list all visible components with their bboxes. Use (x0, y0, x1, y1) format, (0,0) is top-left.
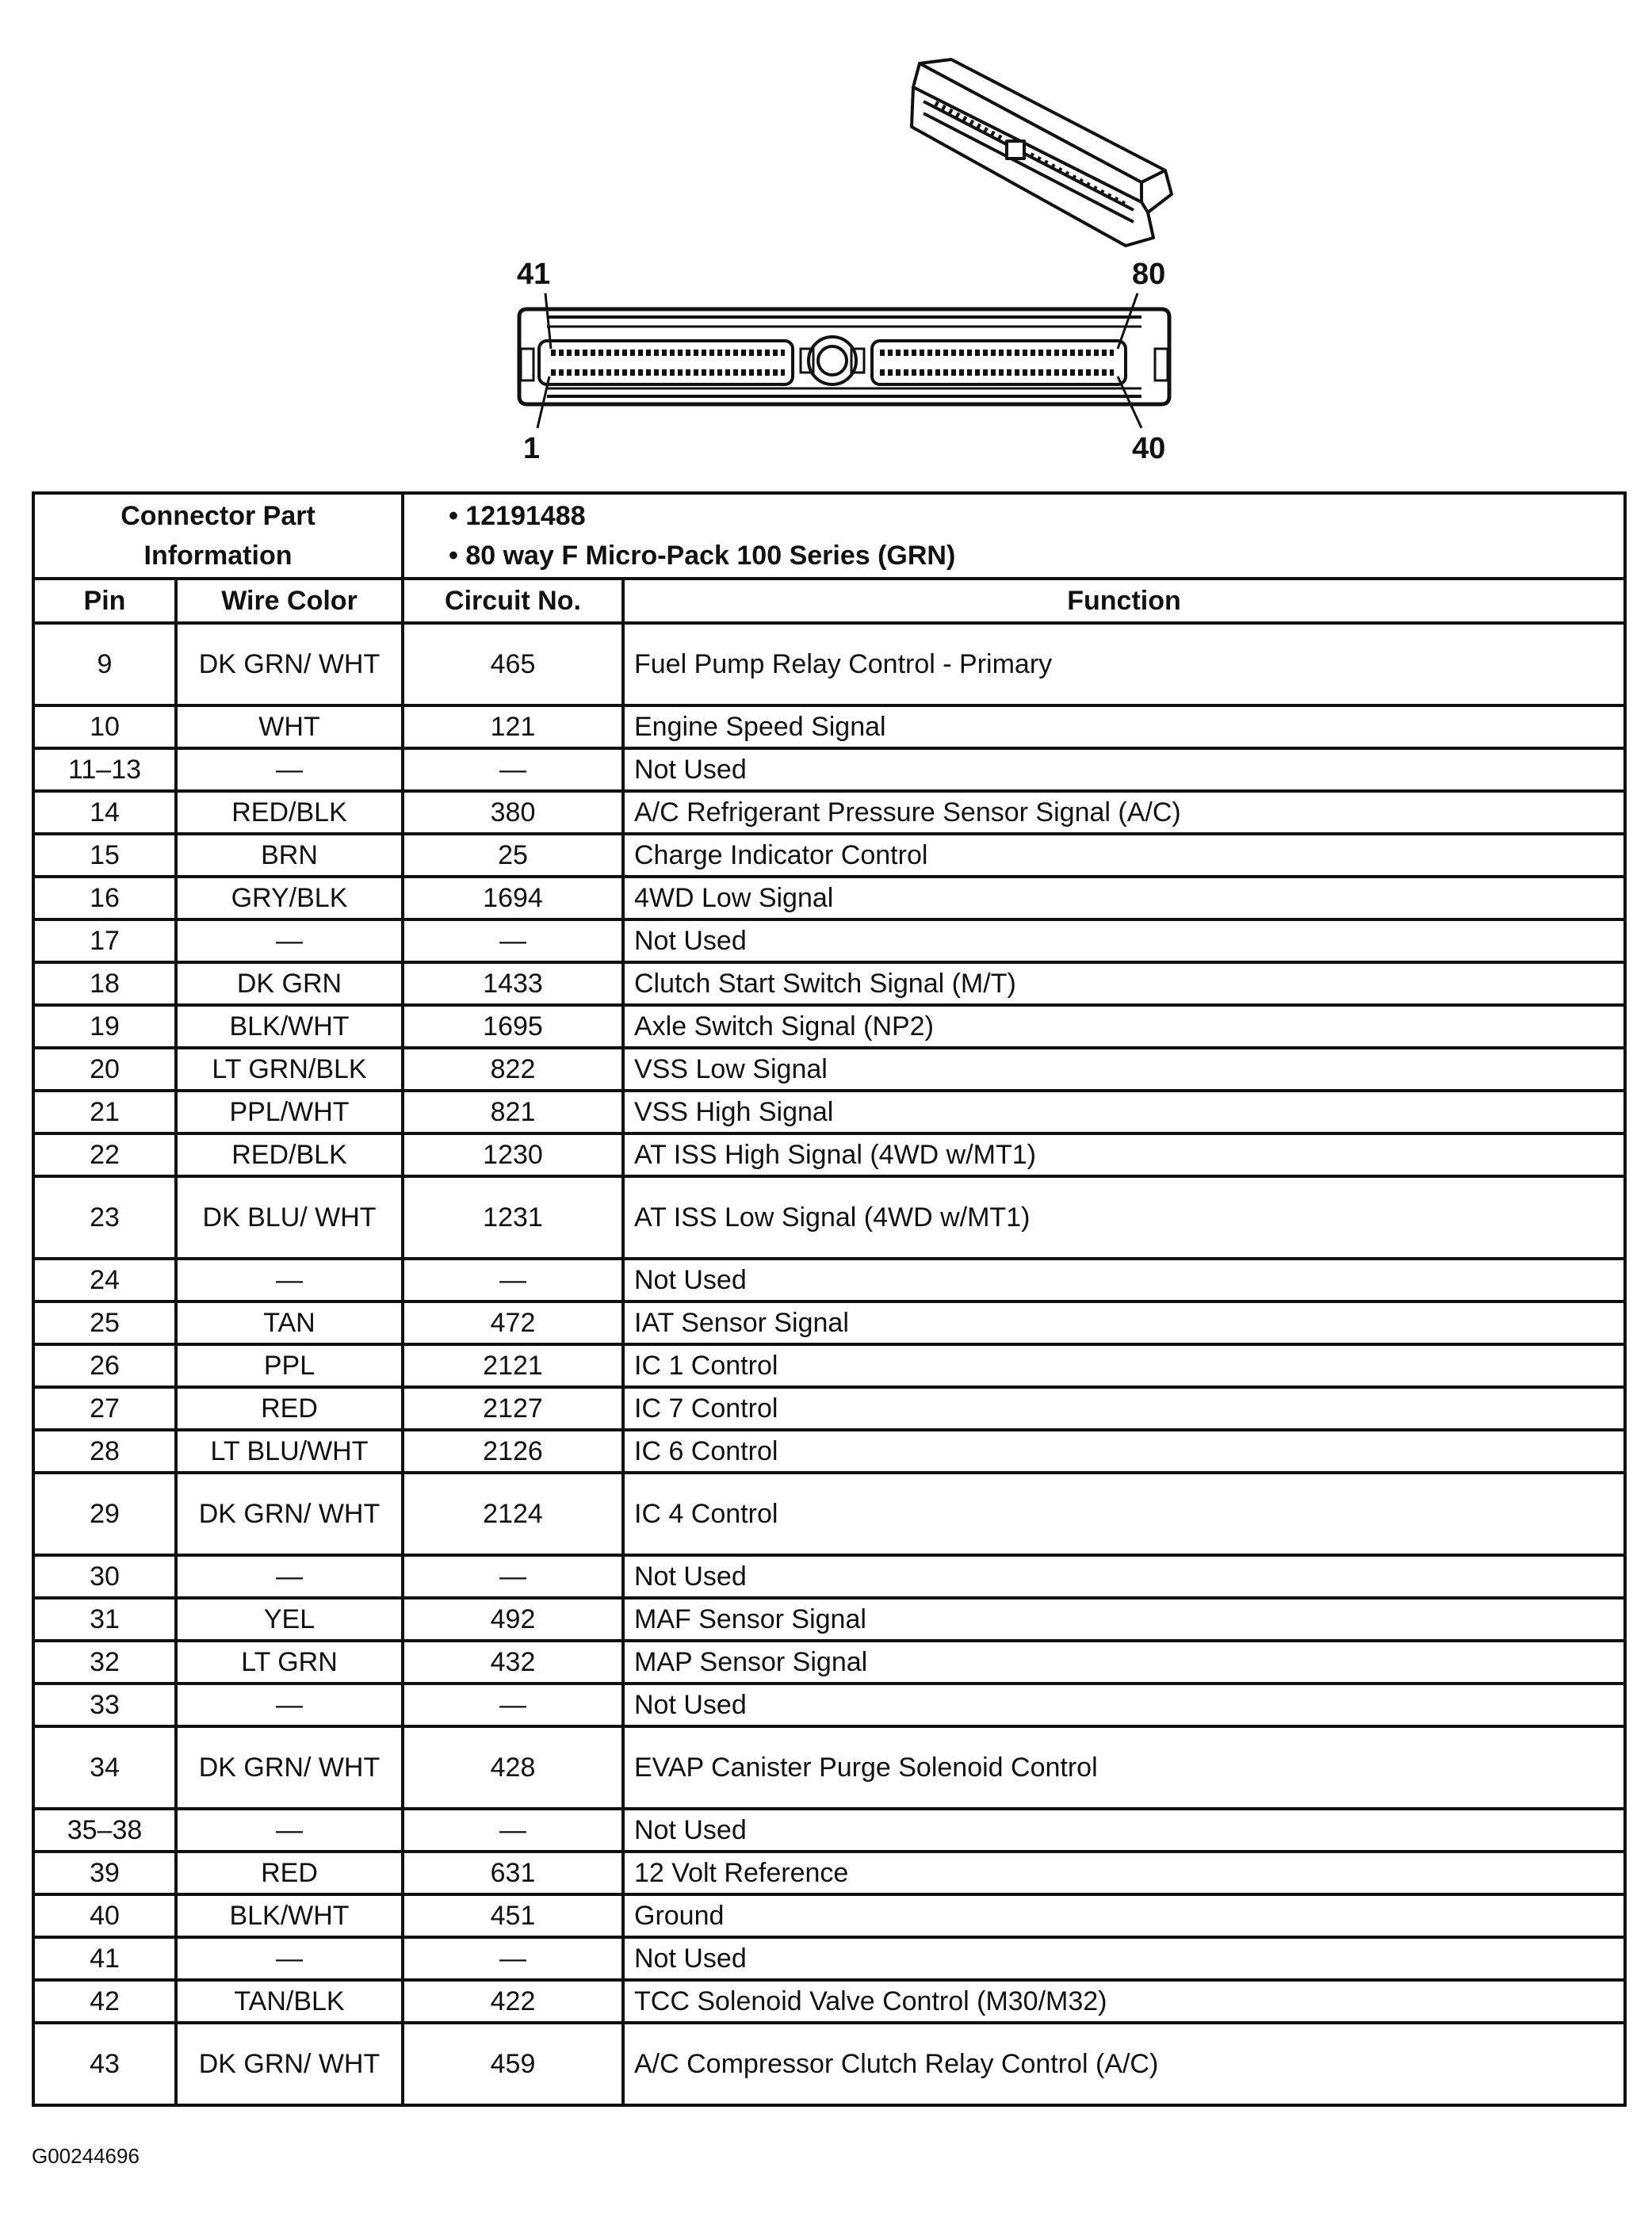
wire-color-cell: RED/BLK (176, 791, 403, 834)
table-row (33, 1980, 1625, 2023)
function-cell: MAF Sensor Signal (623, 1598, 1625, 1641)
table-row (33, 1259, 1625, 1301)
circuit-no-cell: 492 (403, 1598, 623, 1641)
table-row (33, 1937, 1625, 1980)
function-cell: Not Used (623, 1555, 1625, 1598)
pin-cell: 26 (33, 1344, 176, 1387)
connector-info-row (33, 493, 1625, 579)
wire-color-cell: WHT (176, 705, 403, 748)
wire-color-cell: TAN (176, 1301, 403, 1344)
wire-color-cell: BLK/WHT (176, 1005, 403, 1048)
function-cell: AT ISS Low Signal (4WD w/MT1) (623, 1176, 1625, 1259)
circuit-no-cell: 428 (403, 1726, 623, 1809)
function-cell: TCC Solenoid Valve Control (M30/M32) (623, 1980, 1625, 2023)
wire-color-cell: BRN (176, 834, 403, 877)
pin-cell: 33 (33, 1684, 176, 1726)
circuit-no-cell: — (403, 1259, 623, 1301)
connector-part-number: • 12191488 (449, 501, 586, 531)
wire-color-cell: RED (176, 1852, 403, 1894)
circuit-no-cell: 631 (403, 1852, 623, 1894)
wire-color-cell: TAN/BLK (176, 1980, 403, 2023)
pin-cell: 41 (33, 1937, 176, 1980)
pin-label-40: 40 (1132, 432, 1166, 465)
circuit-no-cell: 1694 (403, 877, 623, 919)
wire-color-cell: PPL (176, 1344, 403, 1387)
function-cell: Clutch Start Switch Signal (M/T) (623, 962, 1625, 1005)
circuit-no-cell: 451 (403, 1894, 623, 1937)
function-cell: Not Used (623, 919, 1625, 962)
circuit-no-cell: 432 (403, 1641, 623, 1684)
circuit-no-cell: 459 (403, 2023, 623, 2105)
pin-cell: 9 (33, 623, 176, 705)
pin-cell: 14 (33, 791, 176, 834)
pin-cell: 42 (33, 1980, 176, 2023)
pin-cell: 22 (33, 1133, 176, 1176)
header-function: Function (623, 579, 1625, 623)
circuit-no-cell: — (403, 1684, 623, 1726)
pin-cell: 27 (33, 1387, 176, 1430)
pin-cell: 43 (33, 2023, 176, 2105)
table-row (33, 1684, 1625, 1726)
function-cell: VSS Low Signal (623, 1048, 1625, 1091)
circuit-no-cell: 1230 (403, 1133, 623, 1176)
pin-cell: 28 (33, 1430, 176, 1473)
pin-cell: 19 (33, 1005, 176, 1048)
pin-cell: 17 (33, 919, 176, 962)
table-row (33, 1598, 1625, 1641)
circuit-no-cell: 2124 (403, 1473, 623, 1555)
wire-color-cell: — (176, 919, 403, 962)
function-cell: IC 1 Control (623, 1344, 1625, 1387)
function-cell: Not Used (623, 748, 1625, 791)
circuit-no-cell: — (403, 748, 623, 791)
pin-cell: 23 (33, 1176, 176, 1259)
function-cell: EVAP Canister Purge Solenoid Control (623, 1726, 1625, 1809)
function-cell: MAP Sensor Signal (623, 1641, 1625, 1684)
wire-color-cell: — (176, 1555, 403, 1598)
figure-id: G00244696 (32, 2144, 140, 2168)
circuit-no-cell: 2121 (403, 1344, 623, 1387)
pin-label-41: 41 (517, 258, 551, 291)
pin-cell: 25 (33, 1301, 176, 1344)
wire-color-cell: DK GRN (176, 962, 403, 1005)
wire-color-cell: DK BLU/ WHT (176, 1176, 403, 1259)
function-cell: 4WD Low Signal (623, 877, 1625, 919)
wire-color-cell: DK GRN/ WHT (176, 623, 403, 705)
table-row (33, 1301, 1625, 1344)
connector-info-values (403, 493, 1625, 579)
circuit-no-cell: — (403, 1555, 623, 1598)
circuit-no-cell: 822 (403, 1048, 623, 1091)
wire-color-cell: RED (176, 1387, 403, 1430)
circuit-no-cell: — (403, 1809, 623, 1852)
circuit-no-cell: 2127 (403, 1387, 623, 1430)
table-row (33, 1555, 1625, 1598)
function-cell: AT ISS High Signal (4WD w/MT1) (623, 1133, 1625, 1176)
function-cell: A/C Compressor Clutch Relay Control (A/C) (623, 2023, 1625, 2105)
table-row (33, 705, 1625, 748)
table-row (33, 919, 1625, 962)
circuit-no-cell: 121 (403, 705, 623, 748)
pin-cell: 40 (33, 1894, 176, 1937)
wire-color-cell: DK GRN/ WHT (176, 1726, 403, 1809)
pin-label-80: 80 (1132, 258, 1166, 291)
table-row (33, 1641, 1625, 1684)
table-row (33, 1091, 1625, 1133)
function-cell: Not Used (623, 1809, 1625, 1852)
table-row (33, 1176, 1625, 1259)
table-row (33, 1726, 1625, 1809)
table-row (33, 1809, 1625, 1852)
wire-color-cell: PPL/WHT (176, 1091, 403, 1133)
wire-color-cell: LT GRN (176, 1641, 403, 1684)
table-row (33, 1894, 1625, 1937)
table-row (33, 1344, 1625, 1387)
wire-color-cell: YEL (176, 1598, 403, 1641)
pin-label-1: 1 (523, 432, 541, 465)
function-cell: Axle Switch Signal (NP2) (623, 1005, 1625, 1048)
function-cell: A/C Refrigerant Pressure Sensor Signal (A/C) (623, 791, 1625, 834)
table-row (33, 1852, 1625, 1894)
header-circuit-no: Circuit No. (403, 579, 623, 623)
pin-cell: 18 (33, 962, 176, 1005)
wire-color-cell: GRY/BLK (176, 877, 403, 919)
table-header-row (33, 579, 1625, 623)
header-wire-color: Wire Color (176, 579, 403, 623)
function-cell: IC 4 Control (623, 1473, 1625, 1555)
circuit-no-cell: — (403, 1937, 623, 1980)
table-row (33, 962, 1625, 1005)
function-cell: IC 7 Control (623, 1387, 1625, 1430)
wire-color-cell: LT GRN/BLK (176, 1048, 403, 1091)
wire-color-cell: DK GRN/ WHT (176, 1473, 403, 1555)
table-row (33, 2023, 1625, 2105)
pin-cell: 30 (33, 1555, 176, 1598)
circuit-no-cell: 1433 (403, 962, 623, 1005)
pin-cell: 15 (33, 834, 176, 877)
wire-color-cell: RED/BLK (176, 1133, 403, 1176)
circuit-no-cell: 472 (403, 1301, 623, 1344)
connector-illustration (0, 0, 1652, 491)
wire-color-cell: — (176, 1684, 403, 1726)
table-row (33, 1387, 1625, 1430)
circuit-no-cell: 2126 (403, 1430, 623, 1473)
function-cell: IC 6 Control (623, 1430, 1625, 1473)
table-row (33, 877, 1625, 919)
circuit-no-cell: 821 (403, 1091, 623, 1133)
wire-color-cell: DK GRN/ WHT (176, 2023, 403, 2105)
pin-cell: 29 (33, 1473, 176, 1555)
wire-color-cell: — (176, 748, 403, 791)
function-cell: IAT Sensor Signal (623, 1301, 1625, 1344)
circuit-no-cell: 380 (403, 791, 623, 834)
function-cell: Engine Speed Signal (623, 705, 1625, 748)
table-row (33, 1005, 1625, 1048)
table-row (33, 1430, 1625, 1473)
pin-cell: 24 (33, 1259, 176, 1301)
connector-face-view (519, 293, 1169, 428)
function-cell: Ground (623, 1894, 1625, 1937)
function-cell: VSS High Signal (623, 1091, 1625, 1133)
pin-cell: 16 (33, 877, 176, 919)
wire-color-cell: — (176, 1937, 403, 1980)
function-cell: Not Used (623, 1684, 1625, 1726)
function-cell: Fuel Pump Relay Control - Primary (623, 623, 1625, 705)
pin-cell: 20 (33, 1048, 176, 1091)
pin-cell: 31 (33, 1598, 176, 1641)
circuit-no-cell: 25 (403, 834, 623, 877)
circuit-no-cell: 465 (403, 623, 623, 705)
circuit-no-cell: — (403, 919, 623, 962)
table-row (33, 1473, 1625, 1555)
function-cell: Charge Indicator Control (623, 834, 1625, 877)
circuit-no-cell: 1695 (403, 1005, 623, 1048)
pin-cell: 35–38 (33, 1809, 176, 1852)
table-row (33, 1048, 1625, 1091)
wire-color-cell: — (176, 1259, 403, 1301)
pinout-table (32, 491, 1627, 2107)
connector-info-label: Connector Part Information (33, 493, 403, 579)
connector-isometric-view (912, 59, 1172, 246)
header-pin: Pin (33, 579, 176, 623)
function-cell: 12 Volt Reference (623, 1852, 1625, 1894)
wire-color-cell: — (176, 1809, 403, 1852)
pin-cell: 21 (33, 1091, 176, 1133)
pin-cell: 32 (33, 1641, 176, 1684)
table-row (33, 791, 1625, 834)
table-row (33, 748, 1625, 791)
table-row (33, 1133, 1625, 1176)
pin-cell: 39 (33, 1852, 176, 1894)
pin-cell: 11–13 (33, 748, 176, 791)
pin-cell: 34 (33, 1726, 176, 1809)
pin-cell: 10 (33, 705, 176, 748)
function-cell: Not Used (623, 1259, 1625, 1301)
circuit-no-cell: 422 (403, 1980, 623, 2023)
circuit-no-cell: 1231 (403, 1176, 623, 1259)
connector-description: • 80 way F Micro-Pack 100 Series (GRN) (449, 541, 956, 571)
table-row (33, 834, 1625, 877)
table-row (33, 623, 1625, 705)
function-cell: Not Used (623, 1937, 1625, 1980)
wire-color-cell: BLK/WHT (176, 1894, 403, 1937)
wire-color-cell: LT BLU/WHT (176, 1430, 403, 1473)
